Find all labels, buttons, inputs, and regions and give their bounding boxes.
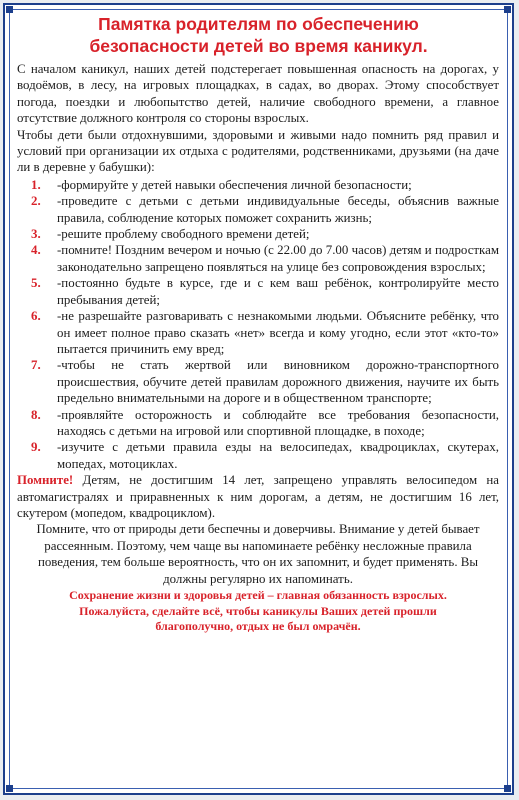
rule-text: -формируйте у детей навыки обеспечения личной безопасности;: [57, 177, 412, 192]
rule-number: 7.: [31, 358, 41, 373]
rule-item: [17, 308, 499, 357]
rule-item: [17, 193, 499, 226]
rule-number: 4.: [31, 243, 41, 258]
rule-item: [17, 357, 499, 406]
memo-title-line-2: безопасности детей во время каникул.: [89, 36, 428, 56]
memo-body: [17, 61, 499, 635]
rule-text: -постоянно будьте в курсе, где и с кем ваш ребёнок, контролируйте место пребывания детей;: [57, 276, 499, 307]
notice-paragraph: [17, 472, 499, 521]
intro-paragraph: С началом каникул, наших детей подстерегает повышенная опасность на дорогах, у водоёмов, в лесу, на игровых площадках, в садах, во дворах. Этому способствует погода, поездки и любопытство детей, наличие свободного времени, а главное отсутствие должного контроля со стороны взрослых.: [17, 62, 499, 126]
closing-paragraph: Помните, что от природы дети беспечны и доверчивы. Внимание у детей бывает рассеянным. Поэтому, чем чаще вы напоминаете ребёнку несложные правила поведения, тем больше вероятность, что он их запомнит, и будет применять. Вы должны регулярно их напоминать.: [36, 522, 480, 586]
lead-paragraph: Чтобы дети были отдохнувшими, здоровыми и живыми надо помнить ряд правил и условий при организации их отдыха с родителями, родственниками, друзьями (на даче ли в деревне у бабушки):: [17, 127, 499, 175]
rule-number: 1.: [31, 177, 41, 192]
rule-text: -не разрешайте разговаривать с незнакомыми людьми. Объясните ребёнку, что он имеет полное право сказать «нет» всегда и кому угодно, если этот «кто-то» пытается причинить ему вред;: [57, 309, 499, 356]
rule-item: [17, 439, 499, 472]
rule-number: 9.: [31, 440, 41, 455]
rule-text: -решите проблему свободного времени детей;: [57, 227, 310, 242]
rule-text: -чтобы не стать жертвой или виновником дорожно-транспортного происшествия, обучите детей правилам дорожного движения, научите их быть предельно внимательными на дороге и в общественном транспорте;: [57, 358, 499, 406]
frame-corner-ornament: [6, 6, 13, 13]
notice-label: Помните!: [17, 473, 74, 488]
notice-text: Детям, не достигшим 14 лет, запрещено управлять велосипедом на автомагистралях и приравненных к ним дорогам, а детям, не достигшим 16 лет, скутером (мопедом, квадроциклом).: [17, 473, 499, 520]
frame-corner-ornament: [504, 785, 511, 792]
rule-item: [17, 226, 499, 242]
rule-number: 2.: [31, 194, 41, 209]
rules-list: [17, 177, 499, 472]
rule-item: [17, 242, 499, 275]
rule-text: -проявляйте осторожность и соблюдайте все требования безопасности, находясь с детьми на игровой или спортивной площадке, в походе;: [57, 407, 499, 438]
rule-text: -проведите с детьми с детьми индивидуальные беседы, объяснив важные правила, соблюдение которых поможет сохранить жизнь;: [57, 194, 499, 225]
safety-memo-poster: [3, 3, 514, 795]
footer-line-3: благополучно, отдых не был омрачён.: [155, 619, 361, 633]
memo-title: [5, 13, 512, 57]
rule-number: 8.: [31, 407, 41, 422]
footer-line-2: Пожалуйста, сделайте всё, чтобы каникулы Ваших детей прошли: [79, 603, 437, 618]
rule-text: -изучите с детьми правила езды на велосипедах, квадроциклах, скутерах, мопедах, мотоциклах.: [57, 440, 499, 471]
rule-number: 6.: [31, 309, 41, 324]
rule-item: [17, 275, 499, 308]
frame-corner-ornament: [504, 6, 511, 13]
frame-corner-ornament: [6, 785, 13, 792]
rule-item: [17, 407, 499, 440]
memo-title-line-1: Памятка родителям по обеспечению: [98, 14, 419, 34]
rule-text: -помните! Поздним вечером и ночью (с 22.00 до 7.00 часов) детям и подросткам законодательно запрещено появляться на улице без сопровождения взрослых;: [57, 243, 499, 274]
rule-item: [17, 177, 499, 193]
rule-number: 3.: [31, 227, 41, 242]
footer-line-1: Сохранение жизни и здоровья детей – главная обязанность взрослых.: [69, 588, 447, 602]
rule-number: 5.: [31, 276, 41, 291]
footer-appeal: [17, 588, 499, 635]
